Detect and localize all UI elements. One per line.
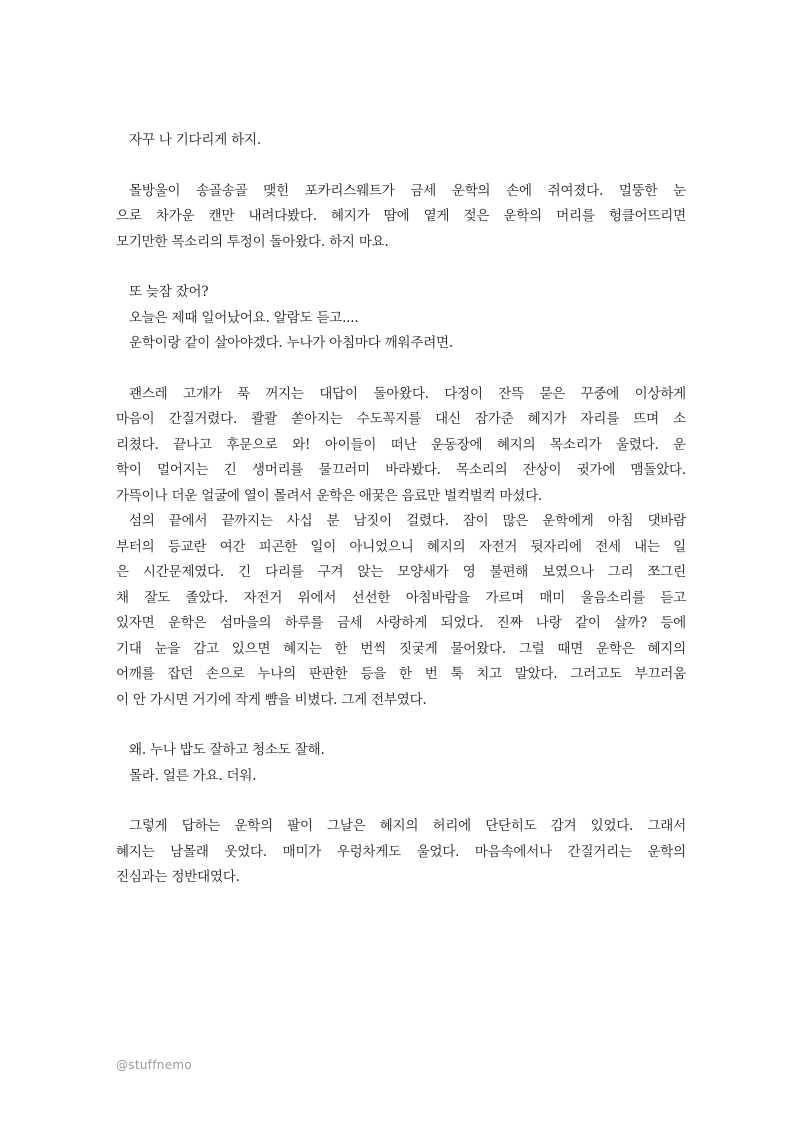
paragraph-line: 몰방울이 송골송골 맺힌 포카리스웨트가 금세 운학의 손에 쥐여졌다. 멀뚱한 눈 [129, 182, 686, 199]
paragraph-line: 진심과는 정반대였다. [116, 869, 240, 885]
paragraph [116, 382, 686, 510]
paragraph-line: 그렇게 답하는 운학의 팔이 그날은 혜지의 허리에 단단히도 감겨 있었다. 그래서 [129, 818, 686, 834]
paragraph-line: 몰라. 얼른 가요. 더워. [129, 767, 257, 784]
paragraph-line: 학이 멀어지는 긴 생머리를 물끄러미 바라봤다. 목소리의 잔상이 귓가에 맴돌았다. [116, 462, 686, 478]
paragraph-line: 기대 눈을 감고 있으면 혜지는 한 번씩 짓궂게 물어왔다. 그럴 때면 운학은 혜지의 [116, 640, 686, 657]
paragraph [116, 179, 686, 256]
paragraph-line: 운학이랑 같이 살아야겠다. 누나가 아침마다 깨워주려면. [129, 335, 453, 351]
paragraph-line: 자꾸 나 기다리게 하지. [129, 132, 261, 148]
paragraph-line: 어깨를 잡던 손으로 누나의 판판한 등을 한 번 툭 치고 말았다. 그러고도 부끄러움 [116, 666, 686, 682]
document-body [116, 128, 686, 891]
paragraph [116, 509, 686, 713]
paragraph [116, 814, 686, 891]
paragraph-line: 채 잘도 졸았다. 자전거 위에서 선선한 아침바람을 가르며 매미 울음소리를 듣고 [116, 589, 686, 606]
paragraph-gap [116, 789, 686, 814]
paragraph-line: 가뜩이나 더운 얼굴에 열이 몰려서 운학은 애꿎은 음료만 벌컥벌컥 마셨다. [116, 487, 543, 504]
paragraph-line: 왜. 누나 밥도 잘하고 청소도 잘해. [129, 742, 325, 758]
paragraph-line: 마음이 간질거렸다. 콸콸 쏟아지는 수도꼭지를 대신 잠가준 혜지가 자리를 뜨며 소 [116, 411, 686, 427]
paragraph-line: 섬의 끝에서 끝까지는 사십 분 남짓이 걸렸다. 잠이 많은 운학에게 아침 댓바람 [129, 513, 686, 529]
paragraph-line: 부터의 등교란 여간 피곤한 일이 아니었으니 혜지의 자전거 뒷자리에 전세 내는 일 [116, 538, 686, 555]
paragraph-line: 으로 차가운 캔만 내려다봤다. 혜지가 땀에 옅게 젖은 운학의 머리를 헝클어뜨리면 [116, 208, 686, 224]
paragraph [116, 306, 686, 332]
paragraph-line: 리쳤다. 끝나고 후문으로 와! 아이들이 떠난 운동장에 혜지의 목소리가 울렸다. 운 [116, 436, 686, 453]
paragraph [116, 738, 686, 764]
paragraph-line: 괜스레 고개가 푹 꺼지는 대답이 돌아왔다. 다정이 잔뜩 묻은 꾸중에 이상하게 [129, 385, 686, 402]
paragraph-line: 모기만한 목소리의 투정이 돌아왔다. 하지 마요. [116, 233, 389, 250]
author-handle: @stuffnemo [116, 1058, 193, 1072]
paragraph-line: 있자면 운학은 섬마을의 하루를 금세 사랑하게 되었다. 진짜 나랑 같이 살까? 등에 [116, 615, 686, 631]
paragraph [116, 331, 686, 357]
paragraph [116, 280, 686, 306]
paragraph-gap [116, 357, 686, 382]
paragraph-line: 또 늦잠 잤어? [129, 284, 209, 300]
paragraph [116, 764, 686, 790]
paragraph-line: 혜지는 남몰래 웃었다. 매미가 우렁차게도 울었다. 마음속에서나 간질거리는 운학의 [116, 843, 686, 860]
paragraph-line: 이 안 가시면 거기에 작게 뺨을 비볐다. 그게 전부였다. [116, 691, 427, 708]
paragraph-gap [116, 255, 686, 280]
paragraph [116, 128, 686, 154]
paragraph-gap [116, 154, 686, 179]
paragraph-line: 오늘은 제때 일어났어요. 알람도 듣고.... [129, 309, 359, 326]
paragraph-gap [116, 713, 686, 738]
paragraph-line: 은 시간문제였다. 긴 다리를 구겨 앉는 모양새가 영 불편해 보였으나 그리 쪼그린 [116, 564, 686, 580]
